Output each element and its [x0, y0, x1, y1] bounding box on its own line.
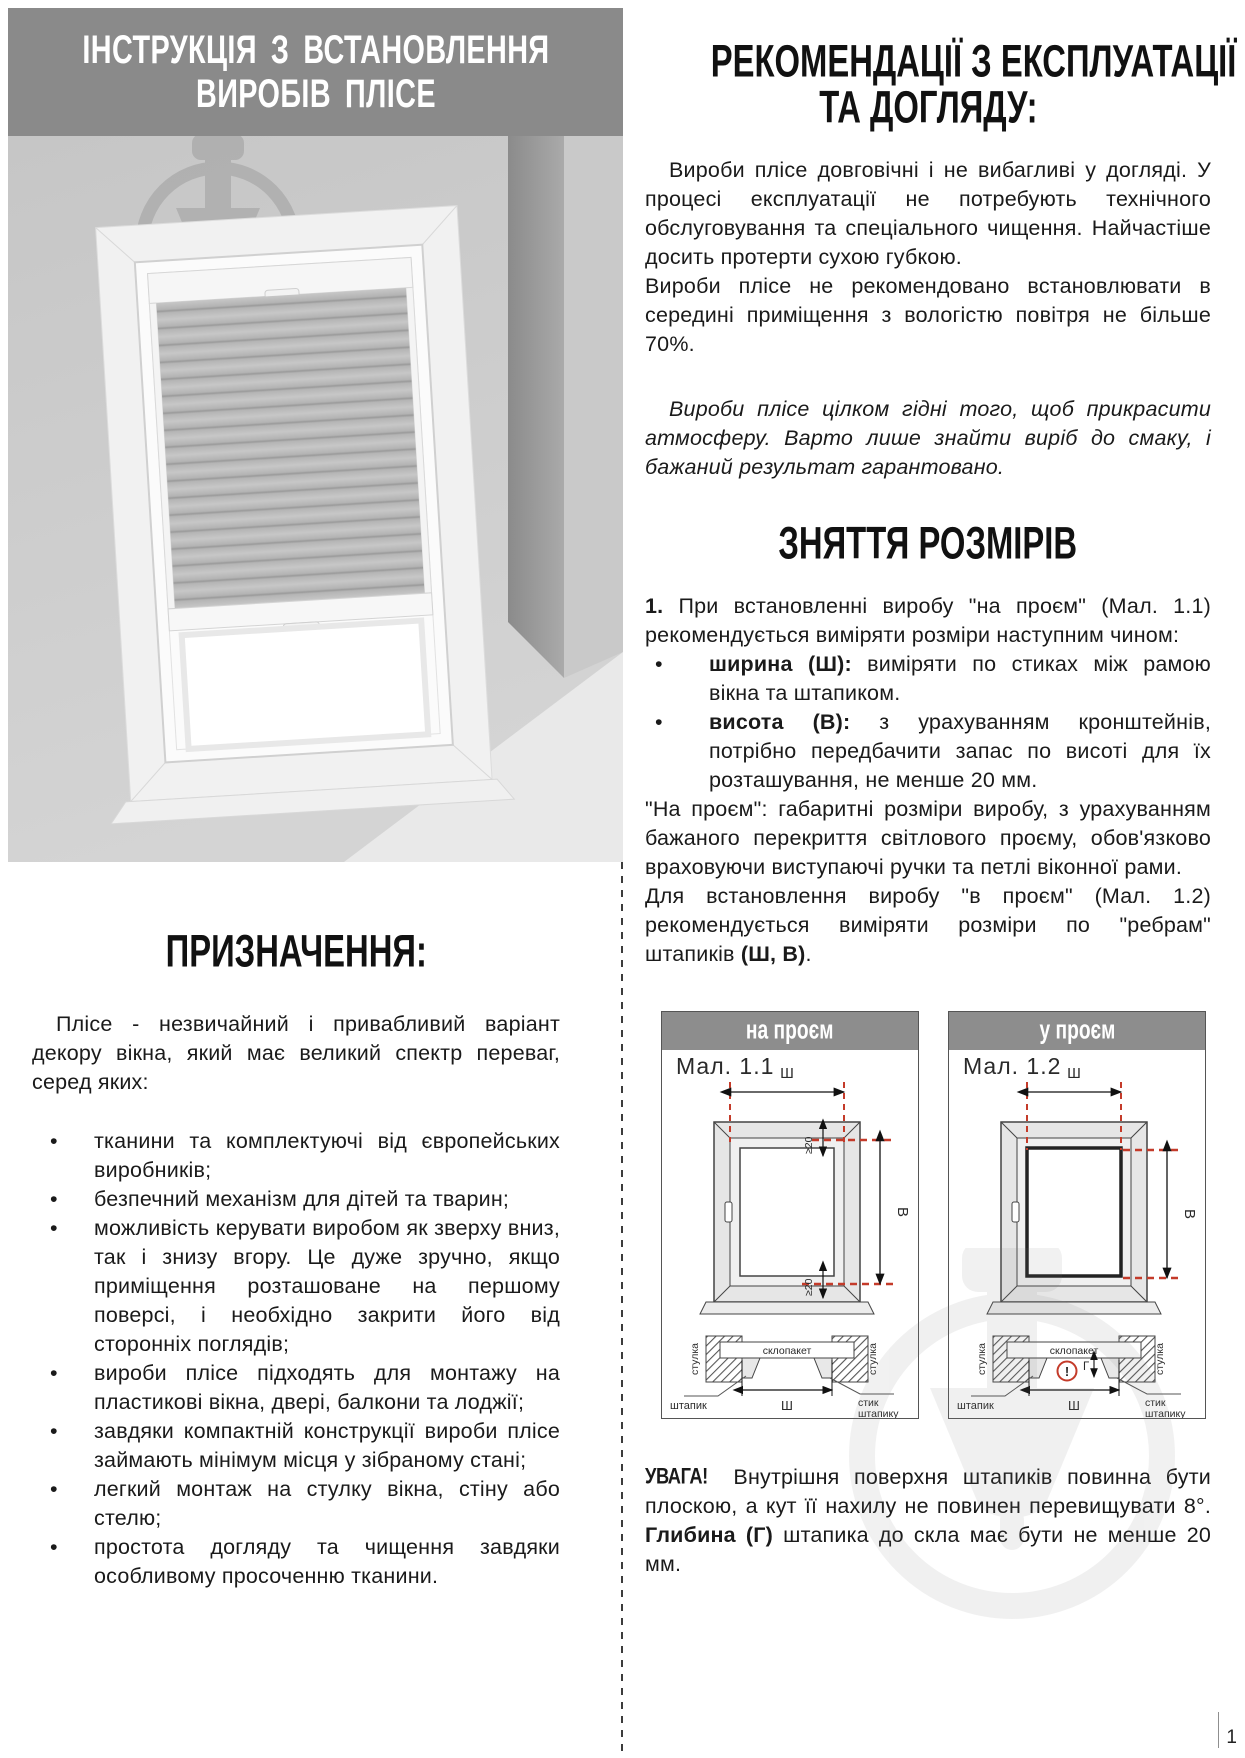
measurement-diagrams	[661, 1011, 1206, 1419]
diagram-na-proem-figure	[662, 1050, 917, 1418]
list-item-width: • ширина (Ш): виміряти по стиках між рамою вікна та штапиком.	[645, 650, 1211, 708]
svg-text:стик: стик	[858, 1397, 879, 1409]
open-glass	[182, 621, 429, 749]
care-heading: РЕКОМЕНДАЦІЇ З ЕКСПЛУАТАЦІЇ ТА ДОГЛЯДУ:	[710, 35, 1237, 133]
list-item-height: • висота (В): з урахуванням кронштейнів, потрібно передбачити запас по висоті для їх розташування, не менше 20 мм.	[645, 708, 1211, 795]
list-item: • можливість керувати виробом як зверху вниз, так і знизу вгору. Це дуже зручно, якщо приміщення розташоване на першому поверсі, і необхідно закрити його від сторонніх поглядів;	[32, 1214, 560, 1359]
column-divider	[621, 862, 623, 1758]
measure-step-1: 1. При встановленні виробу "на проєм" (Мал. 1.1) рекомендується виміряти розміри наступним чином:	[645, 594, 1211, 647]
svg-text:≥20: ≥20	[803, 1278, 815, 1296]
window-handle	[1012, 1202, 1019, 1222]
svg-text:штапик: штапик	[957, 1400, 994, 1412]
right-column	[645, 35, 1237, 1579]
svg-text:стулка: стулка	[1154, 1343, 1166, 1375]
svg-text:стулка: стулка	[689, 1343, 701, 1375]
svg-text:склопакет: склопакет	[1049, 1345, 1099, 1357]
attention-paragraph: УВАГА! Внутрішня поверхня штапиків повинна бути плоскою, а кут її нахилу не повинен перевищувати 8°. Глибина (Г) штапика до скла має бути не менше 20 мм.	[645, 1463, 1211, 1579]
list-item: • тканини та комплектуючі від європейських виробників;	[32, 1127, 560, 1185]
purpose-intro: Плісе - незвичайний і привабливий варіант декору вікна, який має великий спектр переваг, серед яких:	[32, 1012, 560, 1094]
window-with-blind	[75, 204, 515, 824]
svg-text:Мал. 1.1: Мал. 1.1	[676, 1053, 775, 1079]
list-item: • простота догляду та чищення завдяки особливому просоченню тканини.	[32, 1533, 560, 1591]
pleated-blind-photo-render	[8, 136, 623, 862]
diagram-na-proem	[661, 1011, 919, 1419]
diagram-u-proem-header: у проєм	[949, 1012, 1205, 1050]
na-proem-paragraph: "На проєм": габаритні розміри виробу, з урахуванням бажаного перекриття світлового проєму, обов'язково враховуючи виступаючі ручки та петлі віконної рами.	[645, 797, 1211, 879]
svg-text:Ш: Ш	[780, 1065, 794, 1082]
svg-text:стулка: стулка	[867, 1343, 879, 1375]
measure-heading: ЗНЯТТЯ РОЗМІРІВ	[778, 517, 1078, 569]
window-handle	[725, 1202, 732, 1222]
list-item: • безпечний механізм для дітей та тварин;	[32, 1185, 560, 1214]
svg-text:Мал. 1.2: Мал. 1.2	[963, 1053, 1062, 1079]
diagram-u-proem-figure	[949, 1050, 1204, 1418]
svg-text:Г: Г	[1083, 1361, 1090, 1373]
diagram-u-proem	[948, 1011, 1206, 1419]
left-photo-block	[8, 8, 623, 862]
banner-title-line1: ІНСТРУКЦІЯ З ВСТАНОВЛЕННЯ	[81, 26, 550, 72]
list-item: • вироби плісе підходять для монтажу на пластикові вікна, двері, балкони та лоджії;	[32, 1359, 560, 1417]
svg-text:склопакет: склопакет	[762, 1345, 812, 1357]
diagram-na-proem-header: на проєм	[662, 1012, 918, 1050]
svg-text:Ш: Ш	[1068, 1398, 1080, 1413]
svg-text:стик: стик	[1145, 1397, 1166, 1409]
svg-text:Ш: Ш	[1067, 1065, 1081, 1082]
svg-text:штапику: штапику	[1145, 1408, 1186, 1418]
banner-title-line2: ВИРОБІВ ПЛІСЕ	[195, 70, 436, 116]
svg-text:штапик: штапик	[670, 1400, 707, 1412]
page-number: 1	[1218, 1712, 1237, 1748]
attention-label: УВАГА!	[645, 1463, 708, 1489]
svg-text:штапику: штапику	[858, 1408, 899, 1418]
measure-bullet-list	[645, 650, 1211, 795]
purpose-heading: ПРИЗНАЧЕННЯ:	[165, 925, 427, 977]
pleated-fabric	[156, 288, 424, 609]
list-item: • завдяки компактній конструкції вироби плісе займають мінімум місця у зібраному стані;	[32, 1417, 560, 1475]
v-proem-paragraph: Для встановлення виробу "в проєм" (Мал. 1.2) рекомендується виміряти розміри по "ребрам" штапиків (Ш, В).	[645, 884, 1211, 966]
care-paragraph-3: Вироби плісе цілком гідні того, щоб прикрасити атмосферу. Варто лише знайти виріб до смаку, і бажаний результат гарантовано.	[645, 397, 1211, 479]
svg-text:В: В	[1181, 1208, 1198, 1220]
svg-text:В: В	[894, 1206, 911, 1218]
care-paragraph-1: Вироби плісе довговічні і не вибагливі у догляді. У процесі експлуатації не потребують технічного обслуговування та спеціального чищення. Найчастіше досить протерти сухою губкою.	[645, 158, 1211, 269]
svg-text:≥20: ≥20	[803, 1136, 815, 1154]
page-number-divider	[1218, 1712, 1220, 1748]
pleated-blind-photo	[8, 136, 623, 862]
purpose-bullet-list	[32, 1127, 560, 1591]
wall-corner-shadow	[508, 136, 564, 678]
purpose-section	[32, 925, 560, 1591]
svg-text:!: !	[1064, 1364, 1070, 1379]
list-item: • легкий монтаж на стулку вікна, стіну або стелю;	[32, 1475, 560, 1533]
care-paragraph-2: Вироби плісе не рекомендовано встановлювати в середині приміщення з вологістю повітря не більше 70%.	[645, 274, 1211, 356]
title-banner	[8, 8, 623, 136]
svg-text:стулка: стулка	[976, 1343, 988, 1375]
svg-text:Ш: Ш	[781, 1398, 793, 1413]
